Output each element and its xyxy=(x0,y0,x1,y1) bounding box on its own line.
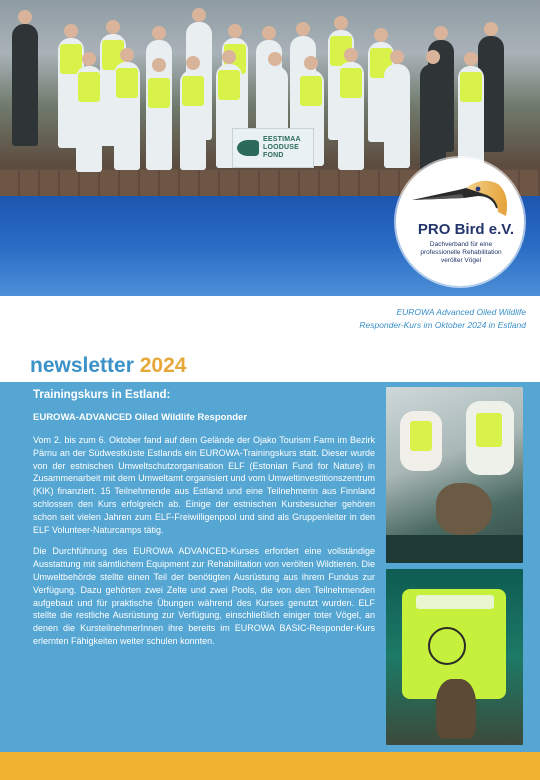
group-member xyxy=(146,72,172,170)
group-member xyxy=(338,62,364,170)
group-member xyxy=(458,66,484,170)
logo-subtitle-line: Dachverband für eine xyxy=(429,241,493,248)
footer-accent-bar xyxy=(0,752,540,780)
safety-vest xyxy=(476,413,502,447)
oiled-bird xyxy=(436,483,492,535)
logo-subtitle xyxy=(410,241,512,265)
reflective-stripe xyxy=(416,595,494,609)
article-paragraph: Vom 2. bis zum 6. Oktober fand auf dem Gelände der Ojako Tourism Farm im Bezirk Pärnu an der Südwestküste Estlands ein EUROWA-Trainingskurs statt. Dieser wurde von der estnischen Umweltschutzorganisation ELF (Estonian Fund for Nature) in Zusammenarbeit mit dem Umweltamt organisiert und vom Umweltinvestitionszentrum (KIK) finanziert. 15 Teilnehmende aus Estland und eine Teilnehmerin aus Finnland schlossen den Kurs erfolgreich ab. Einige der estnischen Kursbesucher gehören schon seit vielen Jahren zum ELF-Freiwilligenpool und sind als Gruppenleiter in den ELF Volunteer-Naturcamps tätig. xyxy=(33,435,375,535)
group-member xyxy=(76,66,102,172)
caption-line: EUROWA Advanced Oiled Wildlife xyxy=(396,307,526,317)
logo-subtitle-line: verölter Vögel xyxy=(440,257,482,264)
dead-bird xyxy=(436,679,476,739)
photo-training-bird-cleaning xyxy=(386,387,523,563)
fish-logo-icon xyxy=(237,140,259,156)
caption-line: Responder-Kurs im Oktober 2024 in Estland xyxy=(359,320,526,330)
group-member xyxy=(12,24,38,146)
article-kicker: Trainingskurs in Estland: xyxy=(33,389,171,401)
pro-bird-logo xyxy=(396,158,524,286)
article-paragraph: Die Durchführung des EUROWA ADVANCED-Kurses erfordert eine vollständige Ausstattung mit sämtlichem Equipment zur Rehabilitation von verölten Wildtieren. Die Umweltbehörde stellte einen Teil der benötigten Ausrüstung aus ihrem Fundus zur Verfügung. Dazu gehörten zwei Zelte und zwei Pools, die von den Teilnehmenden aufgebaut und für praktische Übungen während des Kurses genutzt wurden. ELF stellte die restliche Ausrüstung zur Verfügung, einschließlich einiger toter Vögel, an denen die KursteilnehmerInnen ihre bereits im EUROWA BASIC-Responder-Kurs erlernten Fähigkeiten weiter schulen konnten. xyxy=(33,546,375,646)
newsletter-word: newsletter xyxy=(30,354,134,377)
gannet-bird-icon xyxy=(406,172,514,222)
article-body xyxy=(33,389,375,657)
group-member xyxy=(384,64,410,168)
group-member xyxy=(114,62,140,170)
work-table xyxy=(386,535,523,563)
elf-banner xyxy=(232,128,314,168)
group-member xyxy=(420,64,446,170)
elf-emblem-icon xyxy=(428,627,466,665)
banner-text: EESTIMAA xyxy=(263,136,301,143)
safety-vest xyxy=(410,421,432,451)
group-member xyxy=(180,70,206,170)
logo-subtitle-line: professionelle Rehabilitation xyxy=(420,249,502,256)
article-subtitle: EUROWA-ADVANCED Oiled Wildlife Responder xyxy=(33,412,248,423)
banner-text: FOND xyxy=(263,152,284,159)
newsletter-year: 2024 xyxy=(139,354,187,377)
banner-text: LOODUSE xyxy=(263,144,300,151)
logo-name: PRO Bird e.V. xyxy=(417,221,515,238)
photo-caption xyxy=(300,306,526,332)
photo-elf-vest-bird xyxy=(386,569,523,745)
newsletter-title xyxy=(30,354,186,378)
